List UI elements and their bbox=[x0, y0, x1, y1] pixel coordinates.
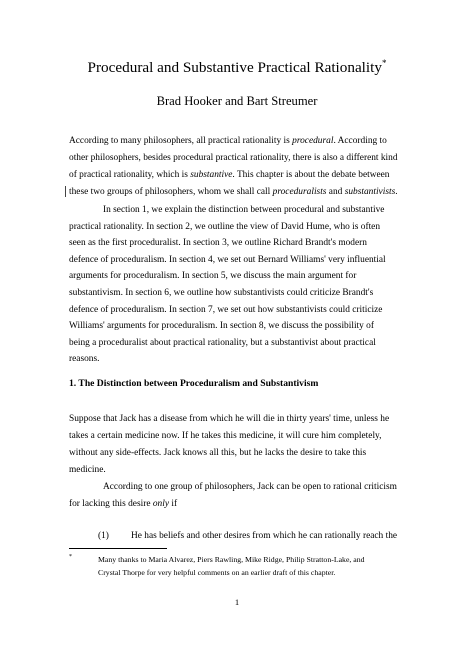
paragraph-intro bbox=[69, 133, 409, 201]
text-line: In section 1, we explain the distinction between procedural and substantive bbox=[103, 205, 385, 215]
text-cursor bbox=[65, 186, 66, 197]
text-line: seen as the first proceduralist. In section 3, we outline Richard Brandt's modern bbox=[69, 238, 367, 249]
text-line: reasons. bbox=[69, 354, 100, 365]
text-line: According to one group of philosophers, Jack can be open to rational criticism bbox=[103, 482, 397, 492]
text-line: practical rationality. In section 2, we outline the view of David Hume, who is often bbox=[69, 221, 381, 232]
footnote-divider bbox=[69, 548, 167, 549]
title-footnote-marker: * bbox=[381, 57, 387, 68]
text-line: without any side-effects. Jack knows all this, but he lacks the desire to take this bbox=[69, 448, 367, 458]
text-line: for lacking this desire only if bbox=[69, 499, 178, 509]
text-line: defence of proceduralism. In section 7, we set out how substantivists could criticize bbox=[69, 304, 383, 315]
paragraph-criticism bbox=[69, 479, 409, 513]
section-heading: 1. The Distinction between Proceduralism and Substantivism bbox=[69, 378, 319, 389]
condition-number: (1) bbox=[98, 531, 109, 541]
footnote-marker: * bbox=[69, 554, 72, 560]
text-line: medicine. bbox=[69, 465, 106, 475]
text-line: substantivism. In section 6, we outline how substantivists could criticize Brandt's bbox=[69, 287, 374, 298]
text-line: other philosophers, besides procedural practical rationality, there is also a different kind bbox=[69, 153, 398, 163]
numbered-condition bbox=[98, 531, 397, 541]
paper-title: Procedural and Substantive Practical Rationality* bbox=[87, 57, 387, 76]
footnote-line: Many thanks to Maria Alvarez, Piers Rawling, Mike Ridge, Philip Stratton-Lake, and bbox=[98, 555, 365, 564]
text-line: being a proceduralist about practical rationality, but a substantivist about practical bbox=[69, 337, 376, 348]
paragraph-outline bbox=[69, 202, 409, 368]
condition-text: He has beliefs and other desires from which he can rationally reach the bbox=[131, 531, 398, 541]
text-line: of practical rationality, which is substantive. This chapter is about the debate between bbox=[69, 170, 390, 180]
footnote-line: Crystal Thorpe for very helpful comments on an earlier draft of this chapter. bbox=[98, 568, 336, 577]
text-line: Suppose that Jack has a disease from which he will die in thirty years' time, unless he bbox=[69, 414, 390, 424]
paragraph-example bbox=[69, 411, 409, 479]
text-line: According to many philosophers, all practical rationality is procedural. According to bbox=[69, 136, 387, 146]
text-line: takes a certain medicine now. If he takes this medicine, it will cure him completely, bbox=[69, 431, 382, 441]
author-line: Brad Hooker and Bart Streumer bbox=[156, 94, 318, 108]
text-line: Williams' arguments for proceduralism. In section 8, we discuss the possibility of bbox=[69, 321, 374, 332]
text-line: these two groups of philosophers, whom we shall call proceduralists and substantivists. bbox=[69, 187, 398, 197]
text-line: arguments for proceduralism. In section 5, we discuss the main argument for bbox=[69, 271, 357, 282]
text-line: defence of proceduralism. In section 4, we set out Bernard Williams' very influential bbox=[69, 254, 386, 265]
page-number: 1 bbox=[234, 597, 240, 607]
footnote bbox=[69, 553, 409, 579]
